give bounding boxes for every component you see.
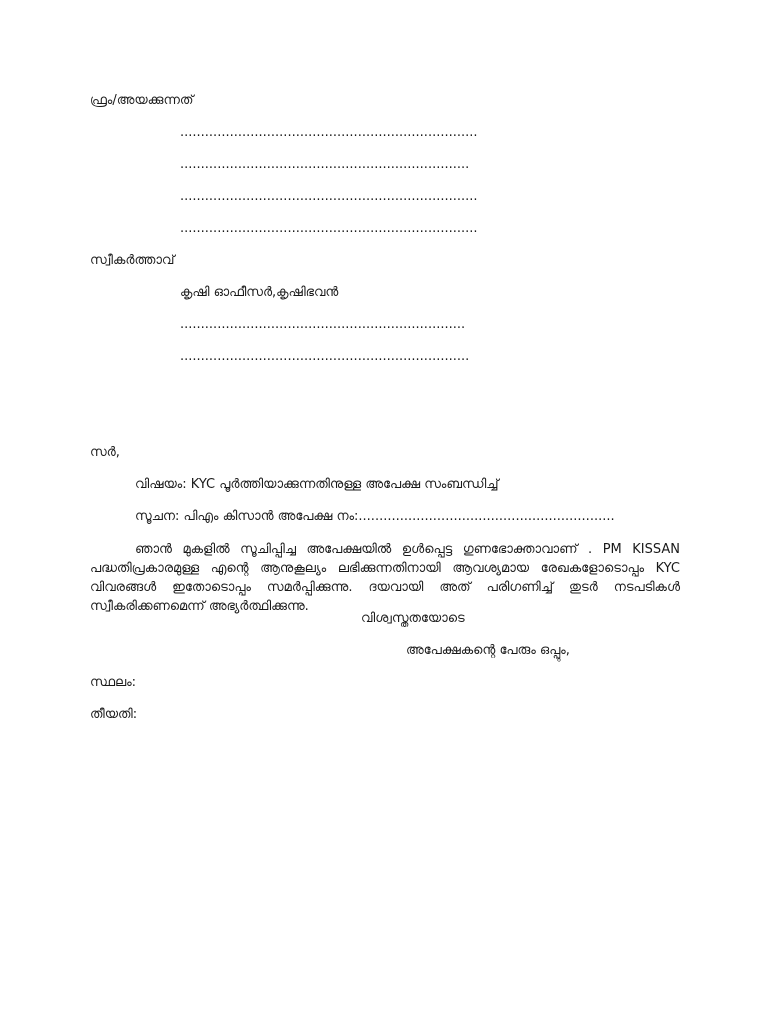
to-office: കൃഷി ഓഫീസർ,കൃഷിഭവൻ xyxy=(180,285,339,300)
from-address-line-2: ...................................................................... xyxy=(180,157,470,172)
from-address-line-1: ........................................................................ xyxy=(180,125,478,140)
signature-line: അപേക്ഷകന്റെ പേരും ഒപ്പും, xyxy=(406,643,570,658)
from-label: ഫ്രം/അയക്കുന്നത് xyxy=(90,93,194,108)
to-address-line-1: ..................................................................... xyxy=(180,317,466,332)
body-paragraph: ഞാൻ മുകളിൽ സൂചിപ്പിച്ച അപേക്ഷയിൽ ഉൾപ്പെട്ട ഗുണഭോക്താവാണ് . PM KISSAN പദ്ധതിപ്രകാരമുള്ള എന്റെ ആനുകൂല്യം ലഭിക്കുന്നതിനായി ആവശ്യമായ രേഖകളോടൊപ്പം KYC വിവരങ്ങൾ ഇതോടൊപ്പം സമർപ്പിക്കുന്നു. ദയവായി അത് പരിഗണിച്ച് തുടർ നടപടികൾ സ്വീകരിക്കണമെന്ന് അഭ്യർത്ഥിക്കുന്നു. xyxy=(90,542,680,614)
from-address-line-3: ........................................................................ xyxy=(180,189,478,204)
salutation: സർ, xyxy=(90,445,120,460)
from-address-line-4: ........................................................................ xyxy=(180,221,478,236)
closing: വിശ്വസ്തതയോടെ xyxy=(361,611,465,626)
subject-line: വിഷയം: KYC പൂർത്തിയാക്കുന്നതിനുള്ള അപേക്ഷ സംബന്ധിച്ച് xyxy=(135,477,499,492)
place-label: സ്ഥലം: xyxy=(90,675,137,690)
to-label: സ്വീകർത്താവ് xyxy=(90,253,175,268)
date-label: തീയതി: xyxy=(90,707,138,722)
reference-line: സൂചന: പിഎം കിസാൻ അപേക്ഷ നം:.............................................................. xyxy=(135,509,615,524)
to-address-line-2: ...................................................................... xyxy=(180,349,470,364)
